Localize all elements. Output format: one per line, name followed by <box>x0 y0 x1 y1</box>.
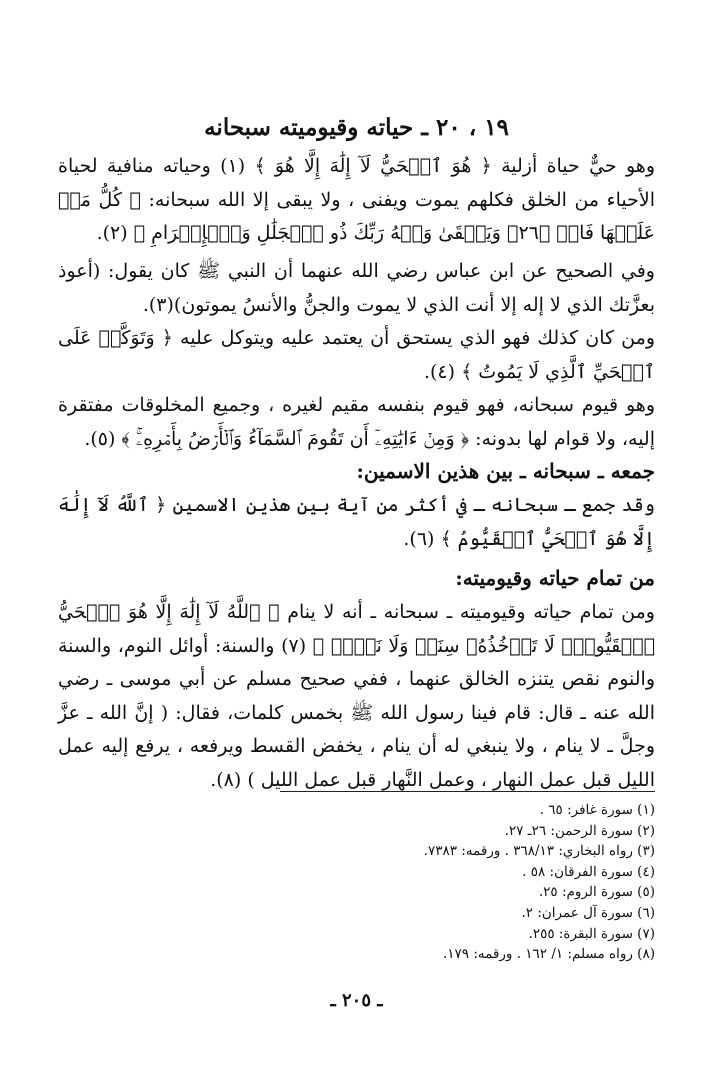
footnote-item: (٨) رواه مسلم: ١/ ١٦٢ . ورقمه: ١٧٩. <box>442 946 655 963</box>
heading-combining-names: جمعه ـ سبحانه ـ بين هذين الاسمين: <box>356 459 655 483</box>
page-number: ـ ٢٠٥ ـ <box>330 990 383 1011</box>
paragraph-self-subsisting: وهو قيوم سبحانه، فهو قيوم بنفسه مقيم لغيره ، وجميع المخلوقات مفتقرة إليه، ولا قوام لها بدونه: ﴿ وَمِنۡ ءَايَٰتِهِۦٓ أَن تَقُومَ ٱلسَّمَآءُ وَٱلۡأَرۡضُ بِأَمۡرِهِۦۚ ﴾ (٥). <box>58 394 655 450</box>
paragraph-never-sleeps: ومن تمام حياته وقيوميته ـ سبحانه ـ أنه لا ينام ﴿ ٱللَّهُ لَآ إِلَٰهَ إِلَّا هُوَ ٱلۡحَيُّ ٱلۡقَيُّومُۚ لَا تَأۡخُذُهُۥ سِنَةٞ وَلَا نَوۡمٞ ﴾ (٧) والسنة: أوائل النوم، والسنة والنوم نقص يتنزه الخالق عنهما ، ففي صحيح مسلم عن أبي موسى ـ رضي الله عنه ـ قال: قام فينا رسول الله ﷺ بخمس كلمات، فقال: ( إنَّ الله ـ عزَّ وجلَّ ـ لا ينام ، ولا ينبغي له أن ينام ، يخفض القسط ويرفعه ، يرفع إليه عمل الليل قبل عمل النهار ، وعمل النَّهار قبل عمل الليل ) (٨). <box>58 601 655 791</box>
footnote-divider <box>280 791 655 792</box>
footnote-item: (٤) سورة الفرقان: ٥٨ . <box>522 863 655 880</box>
paragraph-eternal-life: وهو حيٌّ حياة أزلية ﴿ هُوَ ٱلۡحَيُّ لَآ إِلَٰهَ إِلَّا هُوَ ﴾ (١) وحياته منافية لحياة الأحياء من الخلق فكلهم يموت ويفنى ، ولا يبقى إلا الله سبحانه: ﴿ كُلُّ مَنۡ عَلَيۡهَا فَانٖ ﴿٢٦﴾ وَيَبۡقَىٰ وَجۡهُ رَبِّكَ ذُو ٱلۡجَلَٰلِ وَٱلۡإِكۡرَامِ ﴾ (٢). <box>58 155 655 244</box>
footnote-item: (٢) سورة الرحمن: ٢٦ـ ٢٧. <box>504 822 655 839</box>
footnote-item: (٧) سورة البقرة: ٢٥٥. <box>528 925 655 942</box>
paragraph-reliance: ومن كان كذلك فهو الذي يستحق أن يعتمد عليه ويتوكل عليه ﴿ وَتَوَكَّلۡ عَلَى ٱلۡحَيِّ ٱلَّذِي لَا يَمُوتُ ﴾ (٤). <box>58 327 655 383</box>
footnote-item: (٣) رواه البخاري: ٣٦٨/١٣ . ورقمه: ٧٣٨٣. <box>423 843 655 860</box>
section-title: ١٩ ، ٢٠ ـ حياته وقيوميته سبحانه <box>204 114 509 141</box>
heading-completeness: من تمام حياته وقيوميته: <box>455 566 655 590</box>
footnote-item: (٦) سورة آل عمران: ٢. <box>521 904 655 921</box>
footnote-item: (١) سورة غافر: ٦٥ . <box>539 802 655 818</box>
footnote-item: (٥) سورة الروم: ٢٥. <box>538 884 655 901</box>
paragraph-hadith-ibn-abbas: وفي الصحيح عن ابن عباس رضي الله عنهما أن النبي ﷺ كان يقول: (أعوذ بعزَّتك الذي لا إله إلا أنت الذي لا يموت والجنُّ والأنسُ يموتون)(٣). <box>58 260 655 316</box>
paragraph-combining-names: وقد جمع ـ سبحانه ـ في أكثر من آية بين هذين الاسمين ﴿ ٱللَّهُ لَآ إِلَٰهَ إِلَّا هُوَ ٱلۡحَيُّ ٱلۡقَيُّومُ ﴾ (٦). <box>58 494 655 550</box>
footnotes-list <box>58 800 655 965</box>
